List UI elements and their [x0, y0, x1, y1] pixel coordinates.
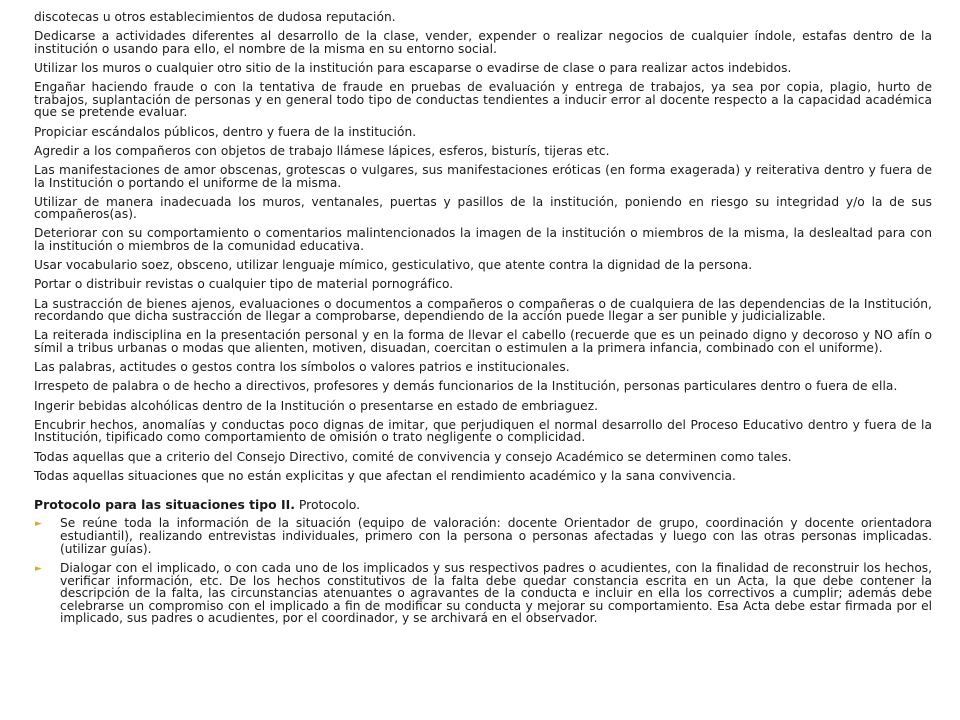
- paragraph: Las palabras, actitudes o gestos contra los símbolos o valores patrios e institucionales.: [34, 360, 570, 375]
- bullet-list: [34, 517, 932, 625]
- list-item: [34, 517, 932, 555]
- paragraph: Usar vocabulario soez, obsceno, utilizar lenguaje mímico, gesticulativo, que atente contra la dignidad de la persona.: [34, 258, 753, 273]
- list-item: [34, 562, 932, 625]
- section-heading: [34, 498, 932, 511]
- paragraph: Irrespeto de palabra o de hecho a directivos, profesores y demás funcionarios de la Institución, personas particulares dentro o fuera de ella.: [34, 379, 898, 394]
- paragraph: Todas aquellas situaciones que no están explicitas y que afectan el rendimiento académico y la sana convivencia.: [34, 468, 736, 483]
- paragraph: Las manifestaciones de amor obscenas, grotescas o vulgares, sus manifestaciones eróticas (en forma exagerada) y reiterativa dentro y fuera de la Institución o portando el uniforme de la misma.: [34, 162, 932, 190]
- paragraph: Agredir a los compañeros con objetos de trabajo llámese lápices, esferos, bisturís, tijeras etc.: [34, 143, 610, 158]
- paragraph: discotecas u otros establecimientos de dudosa reputación.: [34, 10, 396, 24]
- paragraph-list: [34, 11, 932, 482]
- paragraph: Ingerir bebidas alcohólicas dentro de la Institución o presentarse en estado de embriaguez.: [34, 398, 599, 413]
- section-heading-normal: Protocolo.: [294, 497, 361, 513]
- paragraph: Todas aquellas que a criterio del Consejo Directivo, comité de convivencia y consejo Académico se determinen como tales.: [34, 449, 792, 464]
- section-heading-bold: Protocolo para las situaciones tipo II.: [34, 497, 295, 513]
- triangle-bullet-icon: ►: [35, 564, 42, 575]
- paragraph: Portar o distribuir revistas o cualquier tipo de material pornográfico.: [34, 277, 454, 292]
- triangle-bullet-icon: ►: [35, 519, 42, 530]
- paragraph: Engañar haciendo fraude o con la tentativa de fraude en pruebas de evaluación y entrega de trabajos, ya sea por copia, plagio, hurto de trabajos, suplantación de personas y en general todo tipo de conductas tendientes a inducir error al docente respecto a la capacidad académica que se pretende evaluar.: [34, 80, 932, 120]
- list-item-text: Se reúne toda la información de la situación (equipo de valoración: docente Orientador de grupo, coordinación y docente orientadora estudiantil), realizando entrevistas individuales, primero con la persona o personas afectadas y luego con las otras personas implicadas. (utilizar guías).: [60, 516, 932, 556]
- paragraph: Propiciar escándalos públicos, dentro y fuera de la institución.: [34, 124, 417, 139]
- paragraph: Encubrir hechos, anomalías y conductas poco dignas de imitar, que perjudiquen el normal desarrollo del Proceso Educativo dentro y fuera de la Institución, tipificado como comportamiento de omisión o trato negligente o complicidad.: [34, 417, 932, 445]
- list-item-text: Dialogar con el implicado, o con cada uno de los implicados y sus respectivos padres o acudientes, con la finalidad de reconstruir los hechos, verificar información, etc. De los hechos constitutivos de la falta debe quedar constancia escrita en un Acta, la que debe contener la descripción de la falta, las circunstancias atenuantes o agravantes de la conducta e incluir en ella los correctivos a cumplir; además debe celebrarse un compromiso con el implicado a fin de modificar su conducta y mejorar su comportamiento. Esa Acta debe estar firmada por el implicado, sus padres o acudientes, por el coordinador, y se archivará en el observador.: [60, 561, 932, 626]
- paragraph: Deteriorar con su comportamiento o comentarios malintencionados la imagen de la institución o miembros de la misma, la deslealtad para con la institución o miembros de la comunidad educativa.: [34, 226, 932, 254]
- paragraph: La sustracción de bienes ajenos, evaluaciones o documentos a compañeros o compañeras o de cualquiera de las dependencias de la Institución, recordando que dicha sustracción de llegar a comprobarse, dependiendo de la acción puede llegar a ser punible y judicializable.: [34, 296, 932, 324]
- paragraph: Dedicarse a actividades diferentes al desarrollo de la clase, vender, expender o realizar negocios de cualquier índole, estafas dentro de la institución o usando para ello, el nombre de la misma en su entorno social.: [34, 29, 932, 56]
- paragraph: La reiterada indisciplina en la presentación personal y en la forma de llevar el cabello (recuerde que es un peinado digno y decoroso y NO afín o símil a tribus urbanas o modas que alienten, motiven, disuadan, coercitan o estimulen a la primera infancia, combinado con el uniforme).: [34, 328, 932, 355]
- paragraph: Utilizar de manera inadecuada los muros, ventanales, puertas y pasillos de la institución, poniendo en riesgo su integridad y/o la de sus compañeros(as).: [34, 194, 932, 222]
- paragraph: Utilizar los muros o cualquier otro sitio de la institución para escaparse o evadirse de clase o para realizar actos indebidos.: [34, 60, 792, 75]
